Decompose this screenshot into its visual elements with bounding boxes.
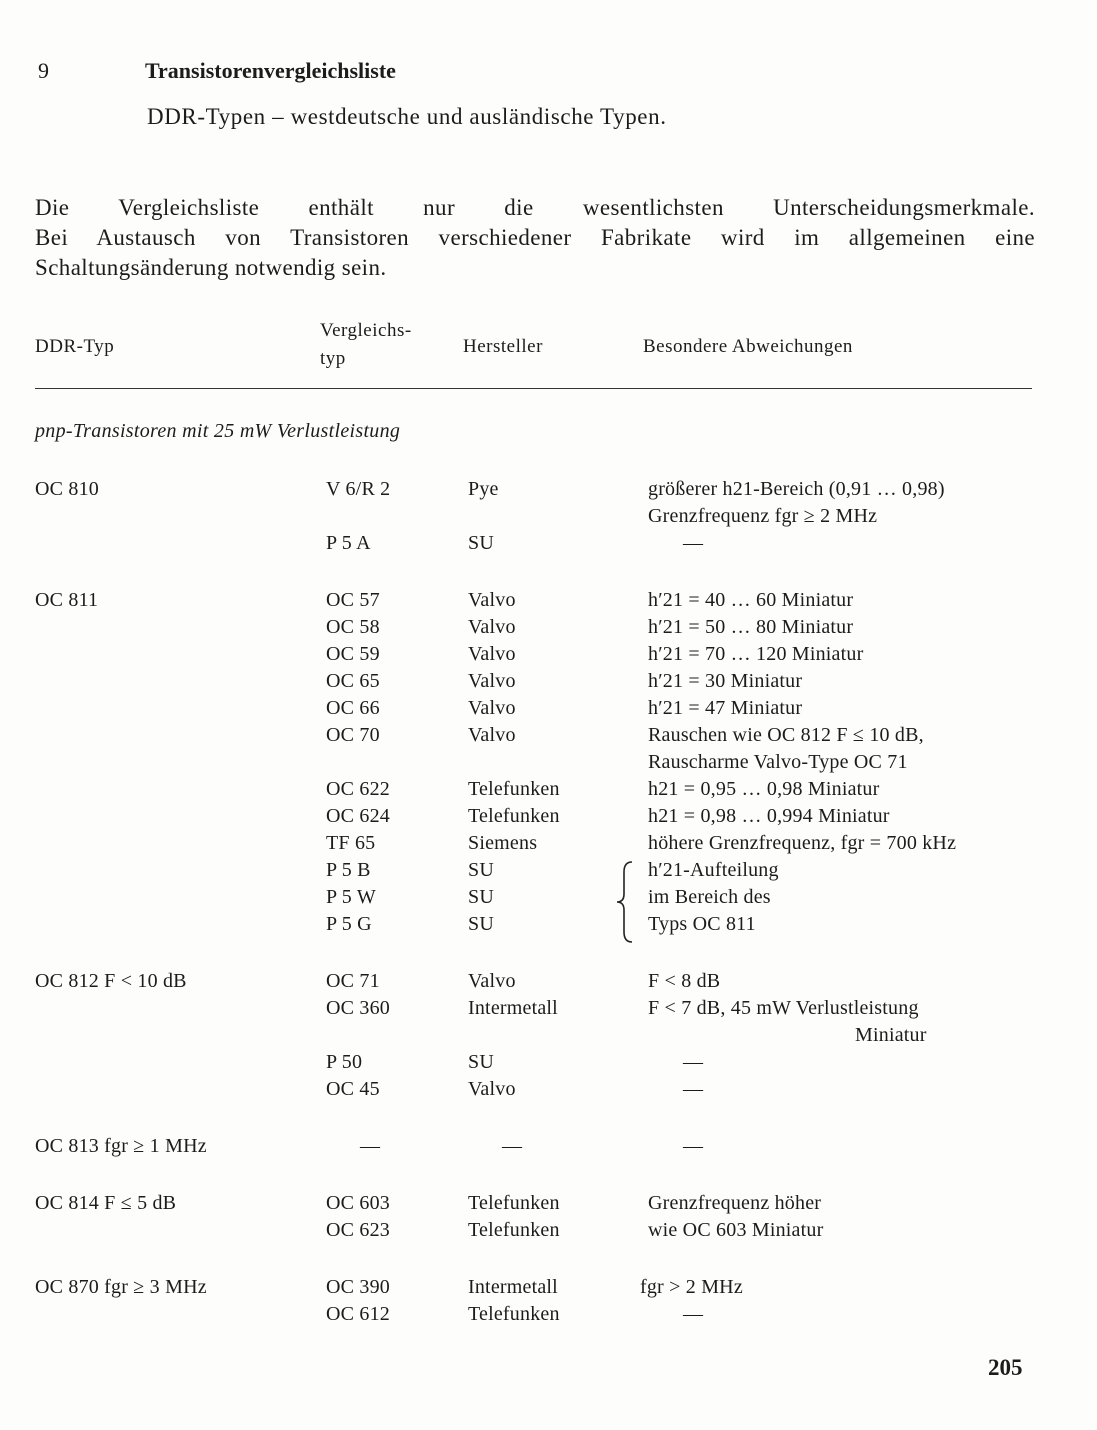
table-cell-typ: OC 57: [326, 589, 380, 611]
chapter-number: 9: [38, 58, 49, 83]
table-cell-abw: fgr > 2 MHz: [640, 1276, 743, 1298]
table-cell-typ: OC 624: [326, 805, 390, 827]
table-cell-typ: P 50: [326, 1051, 363, 1073]
table-cell-hersteller: Telefunken: [468, 1303, 560, 1325]
header-vergleichstyp-line2: typ: [320, 348, 346, 369]
intro-line: Bei Austausch von Transistoren verschiedener Fabrikate wird im allgemeinen eine: [35, 225, 1035, 250]
table-cell-hersteller: Valvo: [468, 1078, 516, 1100]
table-cell-abw: h′21 = 30 Miniatur: [648, 670, 803, 692]
table-cell-typ: OC 623: [326, 1219, 390, 1241]
header-vergleichstyp-line1: Vergleichs-: [320, 320, 412, 341]
table-cell-abw: F < 8 dB: [648, 970, 721, 992]
table-cell-typ: OC 622: [326, 778, 390, 800]
table-cell-abw: h21 = 0,98 … 0,994 Miniatur: [648, 805, 890, 827]
header-hersteller: Hersteller: [463, 336, 543, 357]
table-cell-typ: OC 65: [326, 670, 380, 692]
table-cell-typ: OC 390: [326, 1276, 390, 1298]
table-cell-abw: Rauscharme Valvo-Type OC 71: [648, 751, 908, 773]
table-cell-typ: OC 45: [326, 1078, 380, 1100]
table-cell-typ: OC 58: [326, 616, 380, 638]
table-cell-typ: OC 70: [326, 724, 380, 746]
table-cell-typ: OC 360: [326, 997, 390, 1019]
header-abweichungen: Besondere Abweichungen: [643, 336, 853, 357]
table-cell-hersteller: Valvo: [468, 643, 516, 665]
table-cell-hersteller: Telefunken: [468, 1192, 560, 1214]
table-cell-abw: h21 = 0,95 … 0,98 Miniatur: [648, 778, 880, 800]
table-cell-abw: h′21 = 70 … 120 Miniatur: [648, 643, 864, 665]
table-cell-hersteller: Valvo: [468, 724, 516, 746]
table-cell-hersteller: —: [502, 1135, 523, 1157]
table-cell-abw: Typs OC 811: [648, 913, 756, 935]
table-cell-typ: OC 71: [326, 970, 380, 992]
table-cell-typ: OC 66: [326, 697, 380, 719]
table-cell-abw: h′21 = 50 … 80 Miniatur: [648, 616, 854, 638]
table-cell-hersteller: Valvo: [468, 970, 516, 992]
table-cell-ddr: OC 870 fgr ≥ 3 MHz: [35, 1276, 207, 1298]
table-cell-abw: Grenzfrequenz höher: [648, 1192, 822, 1214]
table-cell-typ: P 5 B: [326, 859, 371, 881]
table-cell-hersteller: Telefunken: [468, 805, 560, 827]
table-cell-abw: im Bereich des: [648, 886, 771, 908]
table-cell-abw: wie OC 603 Miniatur: [648, 1219, 824, 1241]
table-cell-abw: h′21 = 47 Miniatur: [648, 697, 803, 719]
table-cell-hersteller: Valvo: [468, 697, 516, 719]
table-cell-hersteller: SU: [468, 886, 494, 908]
table-cell-abw: höhere Grenzfrequenz, fgr = 700 kHz: [648, 832, 957, 854]
table-cell-hersteller: SU: [468, 859, 494, 881]
brace-icon: [614, 860, 636, 944]
table-cell-abw: —: [683, 1303, 704, 1325]
table-cell-abw: Rauschen wie OC 812 F ≤ 10 dB,: [648, 724, 924, 746]
table-cell-abw: —: [683, 1135, 704, 1157]
table-cell-typ: P 5 W: [326, 886, 376, 908]
section-title: pnp-Transistoren mit 25 mW Verlustleistung: [35, 420, 401, 442]
table-cell-typ: OC 603: [326, 1192, 390, 1214]
table-cell-typ: OC 612: [326, 1303, 390, 1325]
table-cell-typ: P 5 A: [326, 532, 371, 554]
table-cell-abw: Grenzfrequenz fgr ≥ 2 MHz: [648, 505, 878, 527]
table-cell-hersteller: Pye: [468, 478, 499, 500]
header-ddr-typ: DDR-Typ: [35, 336, 115, 357]
table-cell-abw: größerer h21-Bereich (0,91 … 0,98): [648, 478, 945, 500]
table-cell-hersteller: SU: [468, 913, 494, 935]
table-cell-abw: F < 7 dB, 45 mW Verlustleistung: [648, 997, 919, 1019]
header-rule: [35, 388, 1032, 389]
table-cell-hersteller: Valvo: [468, 670, 516, 692]
table-cell-abw: h′21 = 40 … 60 Miniatur: [648, 589, 854, 611]
page-number: 205: [988, 1355, 1023, 1380]
table-cell-abw: h′21-Aufteilung: [648, 859, 779, 881]
table-cell-hersteller: SU: [468, 1051, 494, 1073]
table-cell-typ: —: [360, 1135, 381, 1157]
table-cell-ddr: OC 813 fgr ≥ 1 MHz: [35, 1135, 207, 1157]
table-cell-ddr: OC 811: [35, 589, 99, 611]
table-cell-typ: OC 59: [326, 643, 380, 665]
table-cell-hersteller: Intermetall: [468, 1276, 558, 1298]
table-cell-typ: TF 65: [326, 832, 376, 854]
table-cell-abw: —: [683, 1078, 704, 1100]
chapter-subtitle: DDR-Typen – westdeutsche und ausländische Typen.: [147, 104, 667, 129]
chapter-title: Transistorenvergleichsliste: [145, 58, 396, 83]
table-cell-abw: Miniatur: [855, 1024, 927, 1046]
table-cell-hersteller: Telefunken: [468, 778, 560, 800]
intro-paragraph: [35, 193, 1035, 283]
table-cell-abw: —: [683, 532, 704, 554]
intro-line: Die Vergleichsliste enthält nur die wesentlichsten Unterscheidungsmerkmale.: [35, 195, 1035, 220]
table-cell-ddr: OC 810: [35, 478, 99, 500]
table-cell-hersteller: Telefunken: [468, 1219, 560, 1241]
intro-line: Schaltungsänderung notwendig sein.: [35, 255, 387, 280]
table-cell-hersteller: Valvo: [468, 589, 516, 611]
table-cell-ddr: OC 812 F < 10 dB: [35, 970, 187, 992]
table-cell-hersteller: Intermetall: [468, 997, 558, 1019]
table-cell-ddr: OC 814 F ≤ 5 dB: [35, 1192, 177, 1214]
table-cell-hersteller: Siemens: [468, 832, 538, 854]
table-cell-abw: —: [683, 1051, 704, 1073]
table-cell-hersteller: SU: [468, 532, 494, 554]
table-cell-hersteller: Valvo: [468, 616, 516, 638]
table-cell-typ: P 5 G: [326, 913, 372, 935]
table-cell-typ: V 6/R 2: [326, 478, 391, 500]
